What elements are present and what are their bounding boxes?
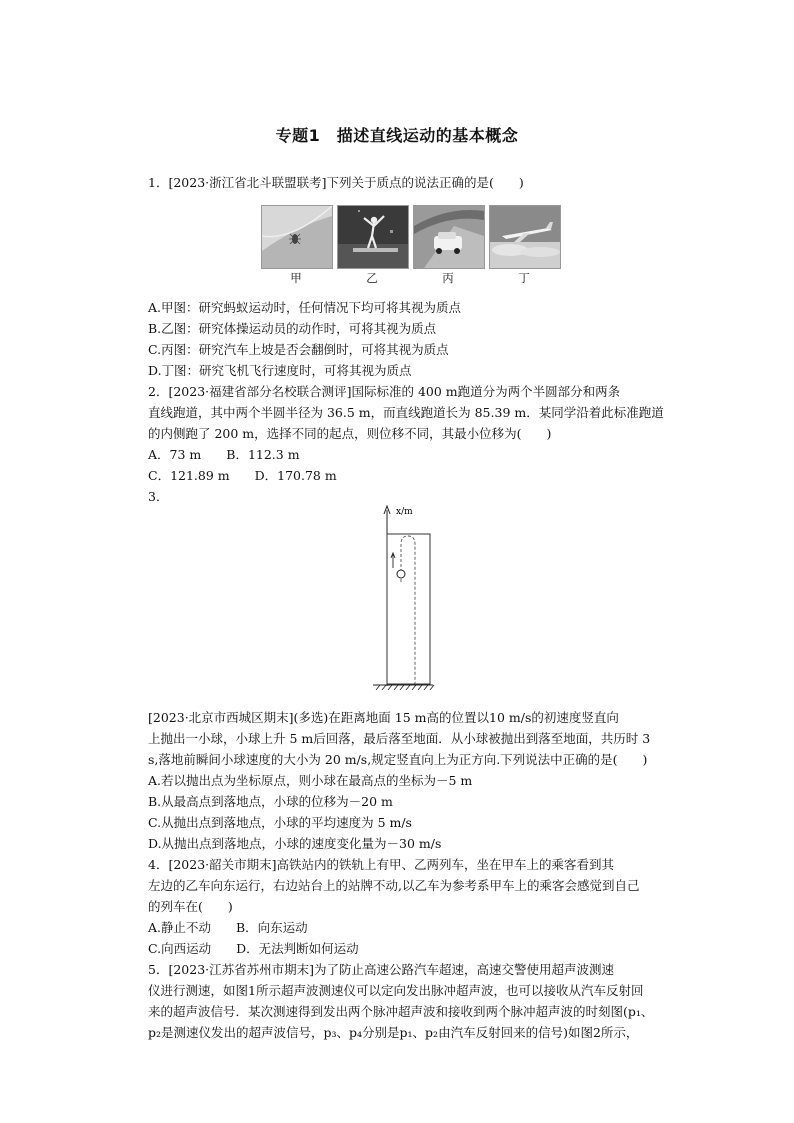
q1-label-bing: 丙	[442, 271, 454, 285]
q4-line-1: 4．[2023·韶关市期末]高铁站内的铁轨上有甲、乙两列车，坐在甲车上的乘客看到其	[148, 857, 614, 872]
q4-options-row-2: C.向西运动 D．无法判断如何运动	[148, 941, 359, 956]
q3-line-2: 上抛出一小球，小球上升 5 m后回落，最后落至地面．从小球被抛出到落至地面，共历时 3	[148, 731, 651, 746]
q2-options-row-2: C．121.89 m D．170.78 m	[148, 468, 337, 483]
q3-option-c: C.从抛出点到落地点，小球的平均速度为 5 m/s	[148, 815, 412, 830]
q2-line-1: 2．[2023·福建省部分名校联合测评]国际标准的 400 m跑道分为两个半圆部分和两条	[148, 384, 621, 399]
car-photo	[413, 205, 485, 269]
ant-photo	[261, 205, 333, 269]
q1-label-yi: 乙	[366, 271, 378, 285]
q1-stem: 1．[2023·浙江省北斗联盟联考]下列关于质点的说法正确的是( )	[148, 175, 524, 190]
q5-line-4: p₂是测速仪发出的超声波信号，p₃、p₄分别是p₁、p₂由汽车反射回来的信号)如图2所示，	[148, 1025, 639, 1040]
q1-option-b: B.乙图：研究体操运动员的动作时，可将其视为质点	[148, 321, 437, 336]
q3-figure	[368, 504, 438, 690]
q2-line-2: 直线跑道，其中两个半圆半径为 36.5 m，而直线跑道长为 85.39 m．某同学沿着此标准跑道	[148, 405, 664, 420]
q5-line-1: 5．[2023·江苏省苏州市期末]为了防止高速公路汽车超速，高速交警使用超声波测速	[148, 962, 614, 977]
q1-label-ding: 丁	[518, 271, 530, 285]
q1-image-row	[261, 205, 561, 267]
q3-axis-label: x/m	[396, 507, 413, 517]
q5-line-3: 来的超声波信号．某次测速得到发出两个脉冲超声波和接收到两个脉冲超声波的时刻图(p₁、	[148, 1004, 654, 1019]
airplane-photo	[489, 205, 561, 269]
q3-number: 3．	[148, 489, 169, 504]
q3-line-3: s,落地前瞬间小球速度的大小为 20 m/s,规定竖直向上为正方向.下列说法中正确的是( )	[148, 752, 648, 767]
q1-option-a: A.甲图：研究蚂蚁运动时，任何情况下均可将其视为质点	[148, 300, 462, 315]
q1-option-d: D.丁图：研究飞机飞行速度时，可将其视为质点	[148, 363, 412, 378]
q2-line-3: 的内侧跑了 200 m，选择不同的起点，则位移不同，其最小位移为( )	[148, 426, 552, 441]
q4-line-2: 左边的乙车向东运行，右边站台上的站牌不动,以乙车为参考系甲车上的乘客会感觉到自己	[148, 878, 640, 893]
q1-option-c: C.丙图：研究汽车上坡是否会翻倒时，可将其视为质点	[148, 342, 449, 357]
q2-options-row-1: A．73 m B．112.3 m	[148, 447, 300, 462]
page-title: 专题1 描述直线运动的基本概念	[275, 126, 519, 145]
q1-label-jia: 甲	[290, 271, 302, 285]
q3-line-1: [2023·北京市西城区期末](多选)在距离地面 15 m高的位置以10 m/s的初速度竖直向	[148, 710, 619, 725]
q3-option-b: B.从最高点到落地点，小球的位移为－20 m	[148, 794, 393, 809]
q3-option-a: A.若以抛出点为坐标原点，则小球在最高点的坐标为－5 m	[148, 773, 473, 788]
gymnast-photo	[337, 205, 409, 269]
q5-line-2: 仪进行测速，如图1所示超声波测速仪可以定向发出脉冲超声波，也可以接收从汽车反射回	[148, 983, 644, 998]
q4-line-3: 的列车在( )	[148, 899, 233, 914]
q3-option-d: D.从抛出点到落地点，小球的速度变化量为－30 m/s	[148, 836, 442, 851]
q4-options-row-1: A.静止不动 B．向东运动	[148, 920, 308, 935]
